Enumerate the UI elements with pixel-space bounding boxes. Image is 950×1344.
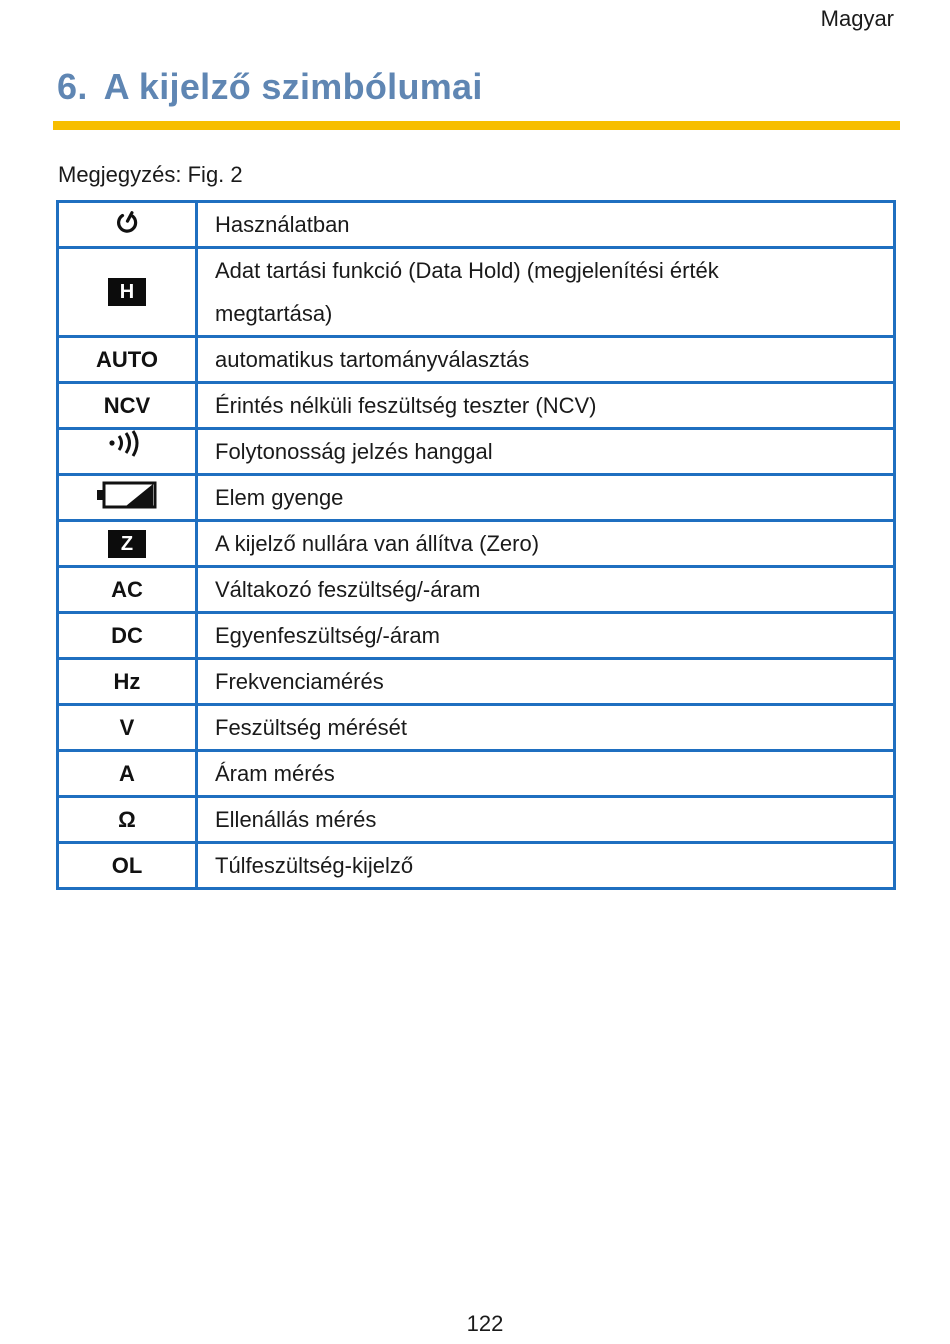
continuity-sound-icon <box>107 430 147 468</box>
symbol-cell: A <box>58 751 197 797</box>
zero-icon: Z <box>108 530 146 558</box>
description-cell: Frekvenciamérés <box>197 659 895 705</box>
description-cell: Ellenállás mérés <box>197 797 895 843</box>
title-underline <box>53 121 900 130</box>
table-row <box>58 613 895 659</box>
note-text: Megjegyzés: Fig. 2 <box>58 162 243 187</box>
table-row <box>58 797 895 843</box>
low-battery-icon <box>96 480 158 516</box>
description-cell: Folytonosság jelzés hanggal <box>197 429 895 475</box>
symbol-cell: OL <box>58 843 197 889</box>
table-row <box>58 705 895 751</box>
description-cell: Váltakozó feszültség/-áram <box>197 567 895 613</box>
description-cell: Egyenfeszültség/-áram <box>197 613 895 659</box>
symbol-cell: V <box>58 705 197 751</box>
table-row <box>58 383 895 429</box>
symbol-cell: AC <box>58 567 197 613</box>
description-cell: Túlfeszültség-kijelző <box>197 843 895 889</box>
table-row <box>58 521 895 567</box>
symbol-cell: AUTO <box>58 337 197 383</box>
table-row <box>58 337 895 383</box>
symbol-cell <box>58 202 197 248</box>
description-cell: A kijelző nullára van állítva (Zero) <box>197 521 895 567</box>
description-cell: Használatban <box>197 202 895 248</box>
description-cell: Áram mérés <box>197 751 895 797</box>
header-language: Magyar <box>820 6 894 31</box>
symbols-table <box>56 200 896 890</box>
section-title: A kijelző szimbólumai <box>103 66 483 107</box>
section-number: 6. <box>57 66 88 107</box>
table-row <box>58 567 895 613</box>
table-row <box>58 659 895 705</box>
description-cell: automatikus tartományválasztás <box>197 337 895 383</box>
symbol-cell <box>58 475 197 521</box>
description-cell: Feszültség mérését <box>197 705 895 751</box>
power-on-icon <box>114 209 140 241</box>
table-row <box>58 843 895 889</box>
symbol-cell <box>58 429 197 475</box>
symbol-cell <box>58 521 197 567</box>
description-cell: Adat tartási funkció (Data Hold) (megjelenítési érték megtartása) <box>197 248 895 337</box>
page-title <box>57 66 483 108</box>
table-row <box>58 429 895 475</box>
table-row <box>58 202 895 248</box>
symbol-cell <box>58 248 197 337</box>
table-row <box>58 248 895 337</box>
table-row <box>58 751 895 797</box>
symbol-cell: NCV <box>58 383 197 429</box>
description-cell: Érintés nélküli feszültség teszter (NCV) <box>197 383 895 429</box>
table-row <box>58 475 895 521</box>
symbol-cell: Hz <box>58 659 197 705</box>
data-hold-icon: H <box>108 278 146 306</box>
symbol-cell: Ω <box>58 797 197 843</box>
symbol-cell: DC <box>58 613 197 659</box>
page-number: 122 <box>466 1311 504 1336</box>
description-cell: Elem gyenge <box>197 475 895 521</box>
